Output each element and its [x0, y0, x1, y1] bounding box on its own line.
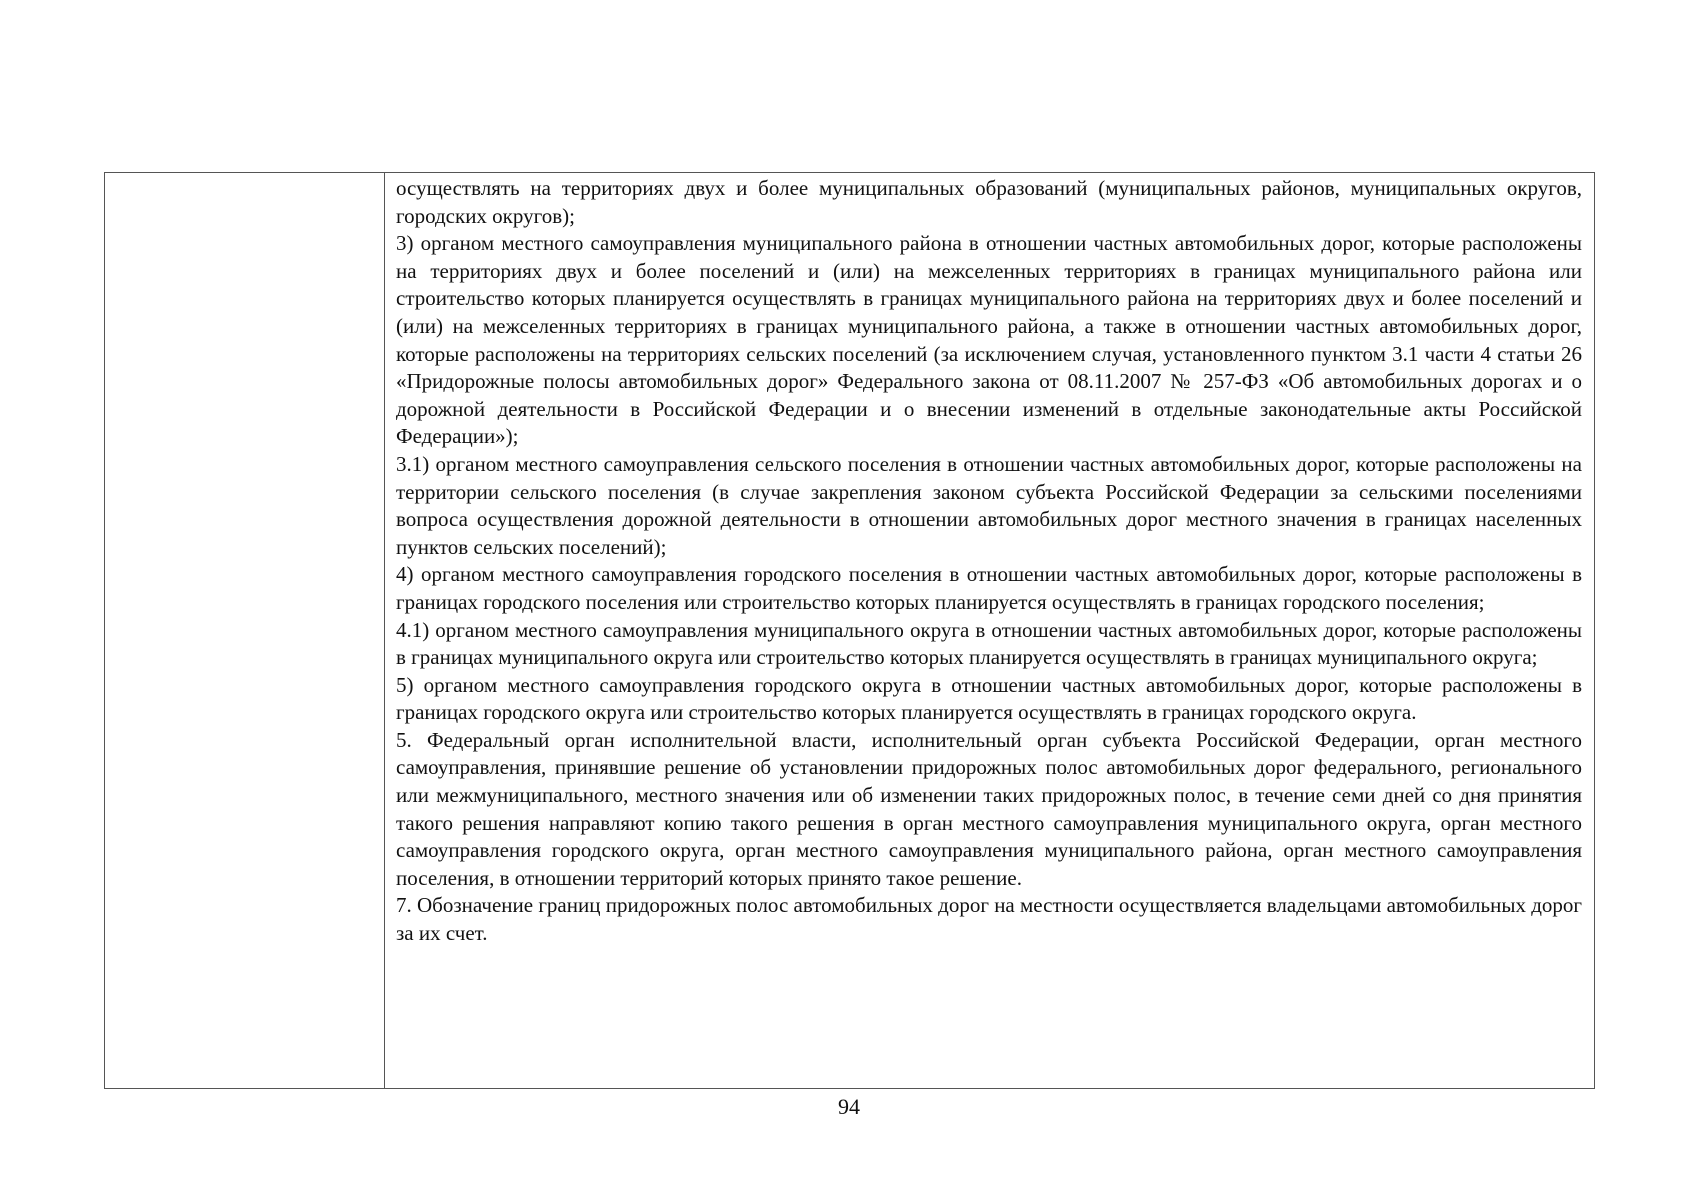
paragraph-item-4-1: 4.1) органом местного самоуправления муниципального округа в отношении частных автомобильных дорог, которые расположены в границах муниципального округа или строительство которых планируется осуществлять в границах муниципального округа;: [396, 617, 1582, 670]
paragraph-item-4: 4) органом местного самоуправления городского поселения в отношении частных автомобильных дорог, которые расположены в границах городского поселения или строительство которых планируется осуществлять в границах городского поселения;: [396, 562, 1582, 614]
paragraph-item-3-1: 3.1) органом местного самоуправления сельского поселения в отношении частных автомобильных дорог, которые расположены на территории сельского поселения (в случае закрепления законом субъекта Российской Федерации за сельскими поселениями вопроса осуществления дорожной деятельности в отношении автомобильных дорог местного значения в границах населенных пунктов сельских поселений);: [396, 451, 1582, 559]
table-left-cell: [105, 173, 385, 1088]
page-number: 94: [838, 1094, 860, 1119]
document-table: [104, 172, 1595, 1089]
paragraph-item-3: 3) органом местного самоуправления муниципального района в отношении частных автомобильных дорог, которые расположены на территориях двух и более поселений и (или) на межселенных территориях в границах муниципального района или строительство которых планируется осуществлять в границах муниципального района на территориях двух и более поселений и (или) на межселенных территориях в границах муниципального района, а также в отношении частных автомобильных дорог, которые расположены на территориях сельских поселений (за исключением случая, установленного пунктом 3.1 части 4 статьи 26 «Придорожные полосы автомобильных дорог» Федерального закона от 08.11.2007 № 257-ФЗ «Об автомобильных дорогах и о дорожной деятельности в Российской Федерации и о внесении изменений в отдельные законодательные акты Российской Федерации»);: [396, 231, 1582, 449]
table-right-cell: [385, 173, 1594, 1088]
paragraph-item-5: 5) органом местного самоуправления городского округа в отношении частных автомобильных дорог, которые расположены в границах городского округа или строительство которых планируется осуществлять в границах городского округа.: [396, 672, 1582, 725]
paragraph-section-7: 7. Обозначение границ придорожных полос автомобильных дорог на местности осуществляется владельцами автомобильных дорог за их счет.: [396, 893, 1582, 946]
paragraph-section-5: 5. Федеральный орган исполнительной власти, исполнительный орган субъекта Российской Федерации, орган местного самоуправления, принявшие решение об установлении придорожных полос автомобильных дорог федерального, регионального или межмуниципального, местного значения или об изменении таких придорожных полос, в течение семи дней со дня принятия такого решения направляют копию такого решения в орган местного самоуправления муниципального округа, орган местного самоуправления городского округа, орган местного самоуправления муниципального района, орган местного самоуправления поселения, в отношении территорий которых принято такое решение.: [396, 727, 1582, 890]
paragraph-continuation: осуществлять на территориях двух и более муниципальных образований (муниципальных районов, муниципальных округов, городских округов);: [396, 176, 1582, 228]
